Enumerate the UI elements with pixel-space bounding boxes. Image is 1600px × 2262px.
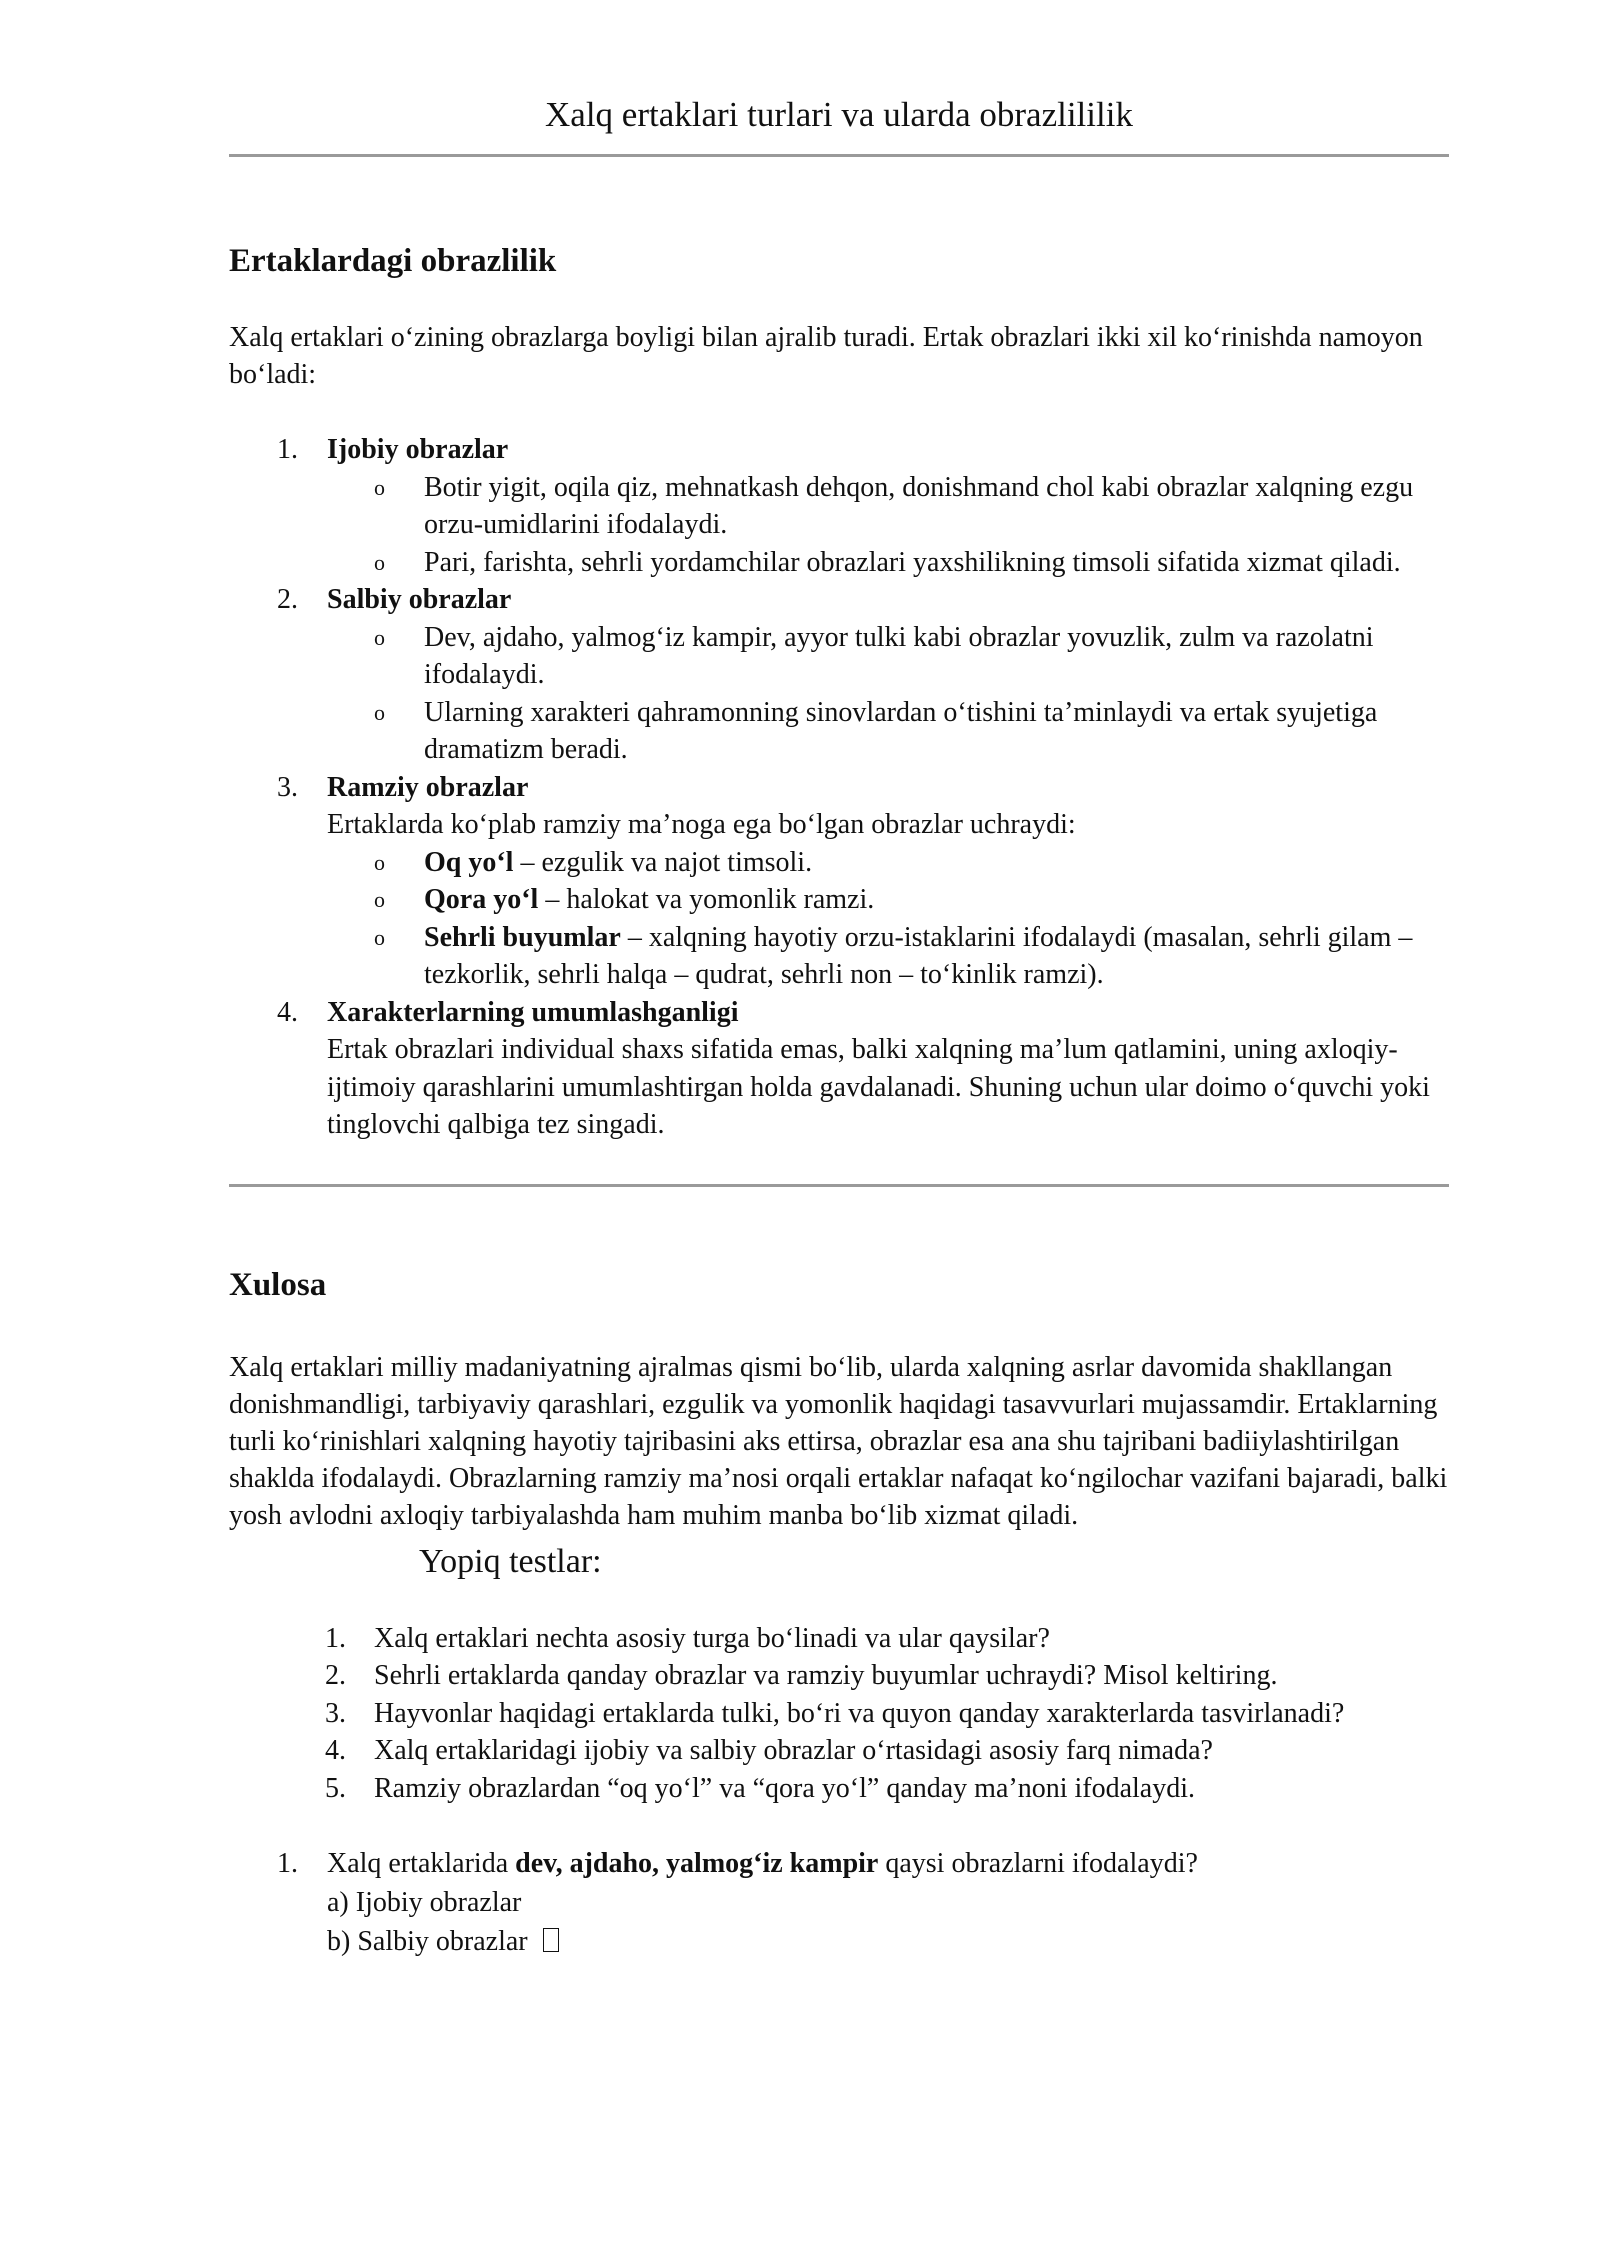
sub-item: [327, 844, 1449, 882]
list-heading: Ramziy obrazlar: [327, 771, 529, 803]
option-text: a) Ijobiy obrazlar: [327, 1886, 522, 1918]
section-title-obrazlilik: Ertaklardagi obrazlilik: [229, 243, 557, 279]
sub-item: [327, 919, 1449, 994]
checkbox-icon: [543, 1928, 559, 1952]
question-text: Xalq ertaklari nechta asosiy turga bo‘linadi va ular qaysilar?: [374, 1622, 1050, 1654]
conclusion-paragraph: Xalq ertaklari milliy madaniyatning ajralmas qismi bo‘lib, ularda xalqning asrlar davomida shakllangan donishmandligi, tarbiyaviy qarashlari, ezgulik va yomonlik haqidagi tasavvurlari mujassamdir. Ertaklarning turli ko‘rinishlari xalqning hayotiy tajribasini aks ettirsa, obrazlar esa ana shu tajribani badiiylashtirilgan shaklda ifodalaydi. Obrazlarning ramziy ma’nosi orqali ertaklar nafaqat ko‘ngilochar vazifani bajaradi, balki yosh avlodni axloqiy tarbiyalashda ham muhim manba bo‘lib xizmat qiladi.: [229, 1351, 1448, 1531]
list-number: 2.: [277, 584, 298, 615]
quiz-bold: dev, ajdaho, yalmog‘iz kampir: [515, 1848, 879, 1879]
bullet-icon: o: [374, 474, 385, 500]
test-question: [229, 1657, 1449, 1695]
quiz-question: [229, 1845, 1449, 1961]
list-number: 4.: [277, 996, 298, 1028]
question-number: 4.: [325, 1735, 346, 1766]
list-heading: Ijobiy obrazlar: [327, 434, 509, 465]
question-number: 3.: [325, 1697, 346, 1729]
list-item-ramziy: [229, 769, 1449, 994]
test-question: [229, 1695, 1449, 1733]
bullet-icon: o: [374, 624, 385, 650]
test-question: [229, 1732, 1449, 1770]
sub-item: [327, 619, 1449, 694]
sub-item: [327, 881, 1449, 919]
sub-item-bold: Oq yo‘l: [424, 846, 514, 878]
section-title-xulosa: Xulosa: [229, 1266, 327, 1303]
sub-item-text: Ularning xarakteri qahramonning sinovlardan o‘tishini ta’minlaydi va ertak syujetiga dramatizm beradi.: [424, 696, 1378, 765]
list-number: 3.: [277, 771, 298, 803]
question-text: Ramziy obrazlardan “oq yo‘l” va “qora yo‘l” qanday ma’noni ifodalaydi.: [374, 1772, 1196, 1804]
answer-option-a: [327, 1883, 1449, 1922]
bullet-icon: o: [374, 549, 385, 575]
question-number: 2.: [325, 1660, 346, 1691]
question-number: 1.: [325, 1622, 346, 1654]
tests-title: Yopiq testlar:: [419, 1542, 602, 1580]
sub-list: [327, 844, 1449, 994]
answer-option-b: [327, 1922, 1449, 1961]
test-questions-list: [229, 1620, 1449, 1808]
sub-item: [327, 544, 1449, 582]
image-types-list: [229, 431, 1449, 1144]
list-item-salbiy: [229, 581, 1449, 769]
question-text: Xalq ertaklaridagi ijobiy va salbiy obrazlar o‘rtasidagi asosiy farq nimada?: [374, 1735, 1213, 1766]
list-item-ijobiy: [229, 431, 1449, 581]
list-item-umumlashganlik: [229, 994, 1449, 1144]
sub-item: [327, 469, 1449, 544]
sub-item-text: – xalqning hayotiy orzu-istaklarini ifodalaydi (masalan, sehrli gilam – tezkorlik, sehrli halqa – qudrat, sehrli non – to‘kinlik ramzi).: [424, 921, 1413, 990]
test-question: [229, 1620, 1449, 1658]
sub-item-text: Dev, ajdaho, yalmog‘iz kampir, ayyor tulki kabi obrazlar yovuzlik, zulm va razolatni ifodalaydi.: [424, 621, 1374, 690]
question-number: 5.: [325, 1772, 346, 1804]
document-header-title: Xalq ertaklari turlari va ularda obrazlililik: [545, 95, 1133, 134]
sub-item-text: Pari, farishta, sehrli yordamchilar obrazlari yaxshilikning timsoli sifatida xizmat qiladi.: [424, 546, 1401, 578]
quiz-suffix: qaysi obrazlarni ifodalaydi?: [878, 1848, 1198, 1879]
bullet-icon: o: [374, 924, 385, 950]
quiz-prefix: Xalq ertaklarida: [327, 1848, 516, 1879]
sub-item-text: – halokat va yomonlik ramzi.: [538, 884, 875, 915]
list-heading: Salbiy obrazlar: [327, 584, 512, 615]
quiz-list: [229, 1845, 1449, 1961]
bullet-icon: o: [374, 887, 385, 912]
document-page: [229, 0, 1449, 1961]
sub-item-bold: Sehrli buyumlar: [424, 921, 621, 953]
list-body-text: Ertak obrazlari individual shaxs sifatida emas, balki xalqning ma’lum qatlamini, uning axloqiy-ijtimoiy qarashlarini umumlashtirgan holda gavdalanadi. Shuning uchun ular doimo o‘quvchi yoki tinglovchi qalbiga tez singadi.: [327, 1034, 1430, 1140]
list-number: 1.: [277, 434, 298, 465]
bullet-icon: o: [374, 849, 385, 875]
question-text: Sehrli ertaklarda qanday obrazlar va ramziy buyumlar uchraydi? Misol keltiring.: [374, 1660, 1278, 1691]
list-heading: Xarakterlarning umumlashganligi: [327, 996, 739, 1028]
sub-item: [327, 694, 1449, 769]
question-text: Hayvonlar haqidagi ertaklarda tulki, bo‘ri va quyon qanday xarakterlarda tasvirlanadi?: [374, 1697, 1345, 1729]
bullet-icon: o: [374, 699, 385, 725]
list-body-text: Ertaklarda ko‘plab ramziy ma’noga ega bo‘lgan obrazlar uchraydi:: [327, 809, 1076, 840]
sub-list: [327, 469, 1449, 582]
header-divider: [229, 154, 1449, 157]
sub-list: [327, 619, 1449, 769]
intro-paragraph: Xalq ertaklari o‘zining obrazlarga boyligi bilan ajralib turadi. Ertak obrazlari ikki xil ko‘rinishda namoyon bo‘ladi:: [229, 322, 1423, 390]
sub-item-bold: Qora yo‘l: [424, 884, 539, 915]
quiz-number: 1.: [277, 1848, 298, 1879]
test-question: [229, 1770, 1449, 1808]
section-divider: [229, 1184, 1449, 1187]
sub-item-text: Botir yigit, oqila qiz, mehnatkash dehqon, donishmand chol kabi obrazlar xalqning ezgu orzu-umidlarini ifodalaydi.: [424, 471, 1414, 540]
sub-item-text: – ezgulik va najot timsoli.: [513, 846, 813, 878]
option-text: b) Salbiy obrazlar: [327, 1925, 535, 1957]
